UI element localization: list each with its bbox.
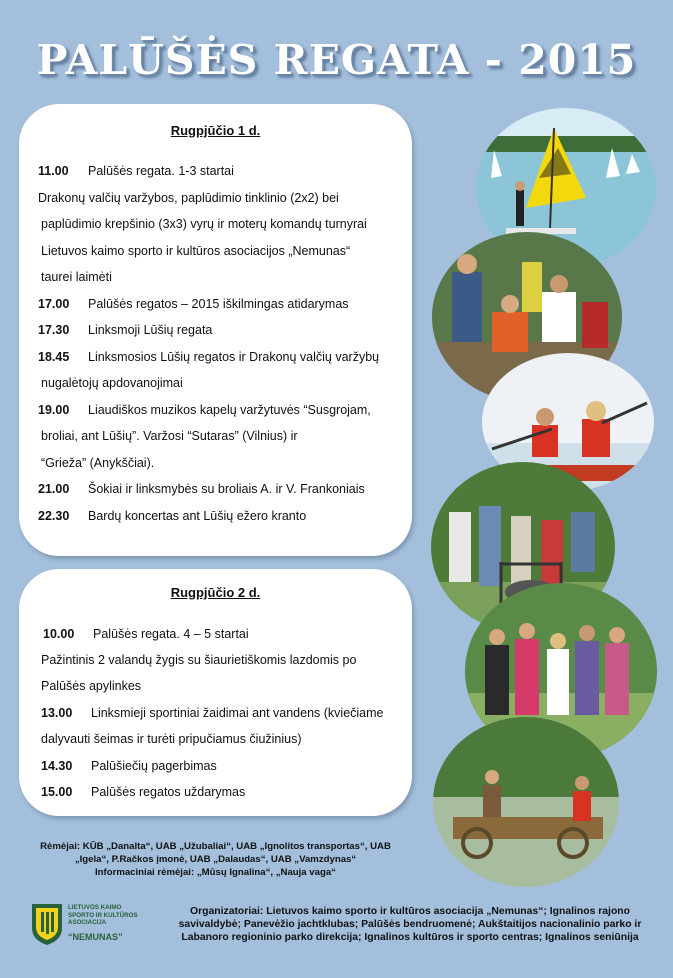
schedule-text: Liaudiškos muzikos kapelų varžytuvės “Susgrojam, — [88, 403, 371, 417]
schedule-item — [41, 706, 384, 720]
schedule-item — [41, 759, 217, 773]
logo-name: “NEMUNAS” — [68, 932, 123, 942]
schedule-time: 13.00 — [41, 706, 73, 720]
schedule-time: 14.30 — [41, 759, 73, 773]
schedule-item — [38, 482, 365, 496]
schedule-time: 18.45 — [38, 350, 70, 364]
schedule-item — [41, 785, 245, 799]
schedule-item — [38, 350, 379, 364]
schedule-text: Lietuvos kaimo sporto ir kultūros asociacijos „Nemunas“ — [41, 244, 351, 258]
schedule-item — [38, 509, 306, 523]
schedule-time: 15.00 — [41, 785, 73, 799]
schedule-text: Linksmosios Lūšių regatos ir Drakonų valčių varžybų — [88, 350, 380, 364]
schedule-time: 17.00 — [38, 297, 70, 311]
schedule-text: Palūšės regatos uždarymas — [91, 785, 246, 799]
schedule-item — [43, 627, 249, 641]
poster-title: PALŪŠĖS REGATA - 2015 — [36, 36, 637, 84]
logo-caption: LIETUVOS KAIMO SPORTO IR KULTŪROS ASOCIACIJA — [68, 904, 138, 926]
media-sponsors-line: Informaciniai rėmėjai: „Mūsų Ignalina“, „Nauja vaga“ — [95, 867, 336, 878]
schedule-text: “Grieža” (Anykščiai). — [41, 456, 155, 470]
schedule-text: Pažintinis 2 valandų žygis su šiaurietiškomis lazdomis po — [41, 653, 357, 667]
sponsors-block — [19, 840, 412, 879]
nemunas-logo — [30, 902, 140, 946]
schedule-text: Bardų koncertas ant Lūšių ežero kranto — [88, 509, 307, 523]
schedule-text: Linksmoji Lūšių regata — [88, 323, 213, 337]
schedule-time: 21.00 — [38, 482, 70, 496]
schedule-item — [38, 403, 371, 417]
schedule-text: Palūšės regata. 4 – 5 startai — [93, 627, 249, 641]
schedule-text: Linksmieji sportiniai žaidimai ant vandens (kviečiame — [91, 706, 384, 720]
raft-photo — [433, 717, 619, 887]
schedule-text: Palūšės apylinkes — [41, 679, 142, 693]
schedule-item — [38, 297, 349, 311]
schedule-time: 17.30 — [38, 323, 70, 337]
schedule-time: 19.00 — [38, 403, 70, 417]
day1-panel — [19, 104, 412, 556]
day2-heading: Rugpjūčio 2 d. — [170, 585, 261, 600]
schedule-text: broliai, ant Lūšių”. Varžosi “Sutaras” (Vilnius) ir — [41, 429, 298, 443]
organizers-line: savivaldybė; Panevėžio jachtklubas; Palūšės bendruomenė; Aukštaitijos nacionalinio parko ir — [178, 919, 642, 930]
schedule-time: 22.30 — [38, 509, 70, 523]
sponsors-line: „Igela“, P.Račkos įmonė, UAB „Dalaudas“, UAB „Vamzdynas“ — [74, 854, 357, 865]
organizers-line: Organizatoriai: Lietuvos kaimo sporto ir kultūros asociacija „Nemunas“; Ignalinos rajono — [190, 906, 630, 917]
organizers-block — [160, 905, 660, 944]
schedule-text: paplūdimio krepšinio (3x3) vyrų ir moterų komandų turnyrai — [41, 217, 367, 231]
schedule-time: 11.00 — [38, 164, 69, 178]
nemunas-emblem-icon — [30, 902, 64, 946]
schedule-text: dalyvauti šeimas ir turėti pripučiamus čiužinius) — [41, 732, 302, 746]
schedule-text: nugalėtojų apdovanojimai — [41, 376, 183, 390]
day2-panel — [19, 569, 412, 816]
schedule-text: Palūšės regatos – 2015 iškilmingas atidarymas — [88, 297, 349, 311]
schedule-time: 10.00 — [43, 627, 75, 641]
organizers-line: Labanoro regioninio parko direkcija; Ignalinos kultūros ir sporto centras; Ignalinos seniūnija — [181, 932, 639, 943]
schedule-text: taurei laimėti — [41, 270, 112, 284]
sponsors-line: Rėmėjai: KŪB „Danalta“, UAB „Užubaliai“, UAB „Ignolitos transportas“, UAB — [40, 841, 391, 852]
schedule-text: Palūšiečių pagerbimas — [91, 759, 217, 773]
schedule-item — [38, 164, 234, 178]
schedule-text: Drakonų valčių varžybos, paplūdimio tinklinio (2x2) bei — [38, 191, 339, 205]
schedule-item — [38, 323, 212, 337]
schedule-text: Šokiai ir linksmybės su broliais A. ir V. Frankoniais — [88, 482, 365, 496]
day1-heading: Rugpjūčio 1 d. — [170, 123, 261, 138]
schedule-text: Palūšės regata. 1-3 startai — [88, 164, 234, 178]
